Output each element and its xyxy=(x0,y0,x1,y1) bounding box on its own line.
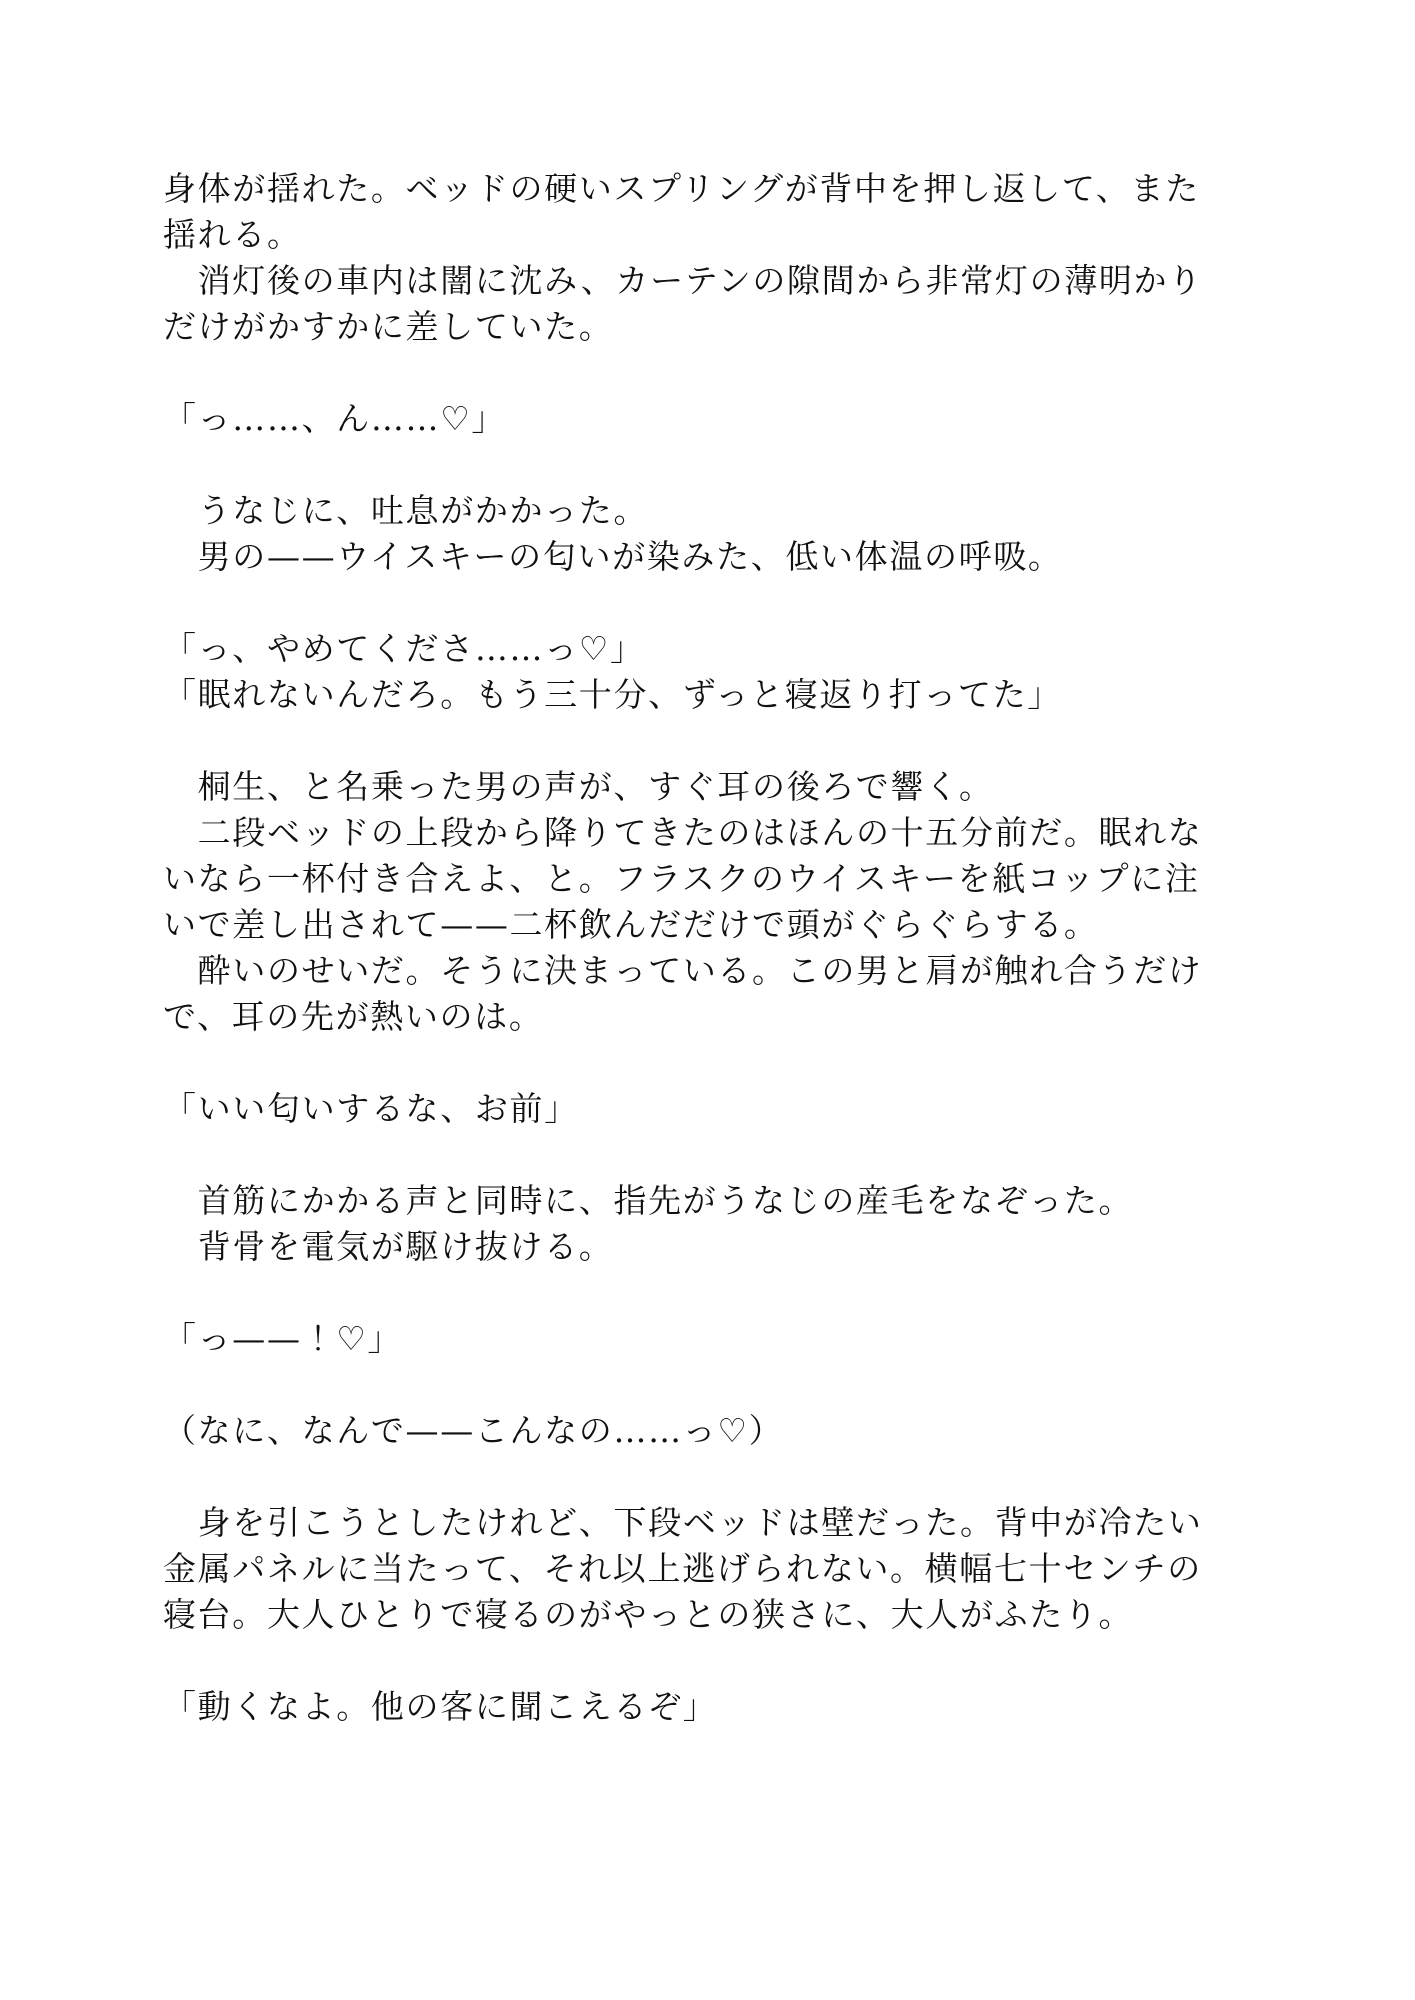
text-line: いで差し出されて——二杯飲んだだけで頭がぐらぐらする。 xyxy=(163,905,1099,944)
blank-line xyxy=(163,580,1273,626)
text-line: 「動くなよ。他の客に聞こえるぞ」 xyxy=(163,1687,718,1726)
blank-line xyxy=(163,1040,1273,1086)
blank-line xyxy=(163,350,1273,396)
blank-line xyxy=(163,1362,1273,1408)
text-line: 桐生、と名乗った男の声が、すぐ耳の後ろで響く。 xyxy=(163,767,994,806)
blank-line xyxy=(163,1270,1273,1316)
text-line: 身体が揺れた。ベッドの硬いスプリングが背中を押し返して、また xyxy=(163,169,1200,208)
blank-line xyxy=(163,442,1273,488)
text-line: 「いい匂いするな、お前」 xyxy=(163,1089,579,1128)
text-block xyxy=(163,166,1273,1730)
text-line: 男の——ウイスキーの匂いが染みた、低い体温の呼吸。 xyxy=(163,537,1063,576)
text-line: いなら一杯付き合えよ、と。フラスクのウイスキーを紙コップに注 xyxy=(163,859,1200,898)
text-line: 「っ……、ん……♡」 xyxy=(163,399,507,438)
text-line: うなじに、吐息がかかった。 xyxy=(163,491,649,530)
text-line: 背骨を電気が駆け抜ける。 xyxy=(163,1227,614,1266)
text-line: 二段ベッドの上段から降りてきたのはほんの十五分前だ。眠れな xyxy=(163,813,1203,852)
text-line: 金属パネルに当たって、それ以上逃げられない。横幅七十センチの xyxy=(163,1549,1202,1588)
blank-line xyxy=(163,1132,1273,1178)
text-line: だけがかすかに差していた。 xyxy=(163,307,614,346)
text-line: 身を引こうとしたけれど、下段ベッドは壁だった。背中が冷たい xyxy=(163,1503,1203,1542)
text-line: 「眠れないんだろ。もう三十分、ずっと寝返り打ってた」 xyxy=(163,675,1062,714)
text-line: （なに、なんで——こんなの……っ♡） xyxy=(163,1411,784,1450)
text-line: 消灯後の車内は闇に沈み、カーテンの隙間から非常灯の薄明かり xyxy=(163,261,1203,300)
text-line: 揺れる。 xyxy=(163,215,302,254)
text-line: 「っ——！♡」 xyxy=(163,1319,403,1358)
text-line: 「っ、やめてくださ……っ♡」 xyxy=(163,629,645,668)
text-line: 酔いのせいだ。そうに決まっている。この男と肩が触れ合うだけ xyxy=(163,951,1203,990)
text-line: 寝台。大人ひとりで寝るのがやっとの狭さに、大人がふたり。 xyxy=(163,1595,1134,1634)
blank-line xyxy=(163,1454,1273,1500)
blank-line xyxy=(163,1638,1273,1684)
blank-line xyxy=(163,718,1273,764)
text-line: 首筋にかかる声と同時に、指先がうなじの産毛をなぞった。 xyxy=(163,1181,1134,1220)
text-line: で、耳の先が熱いのは。 xyxy=(163,997,544,1036)
